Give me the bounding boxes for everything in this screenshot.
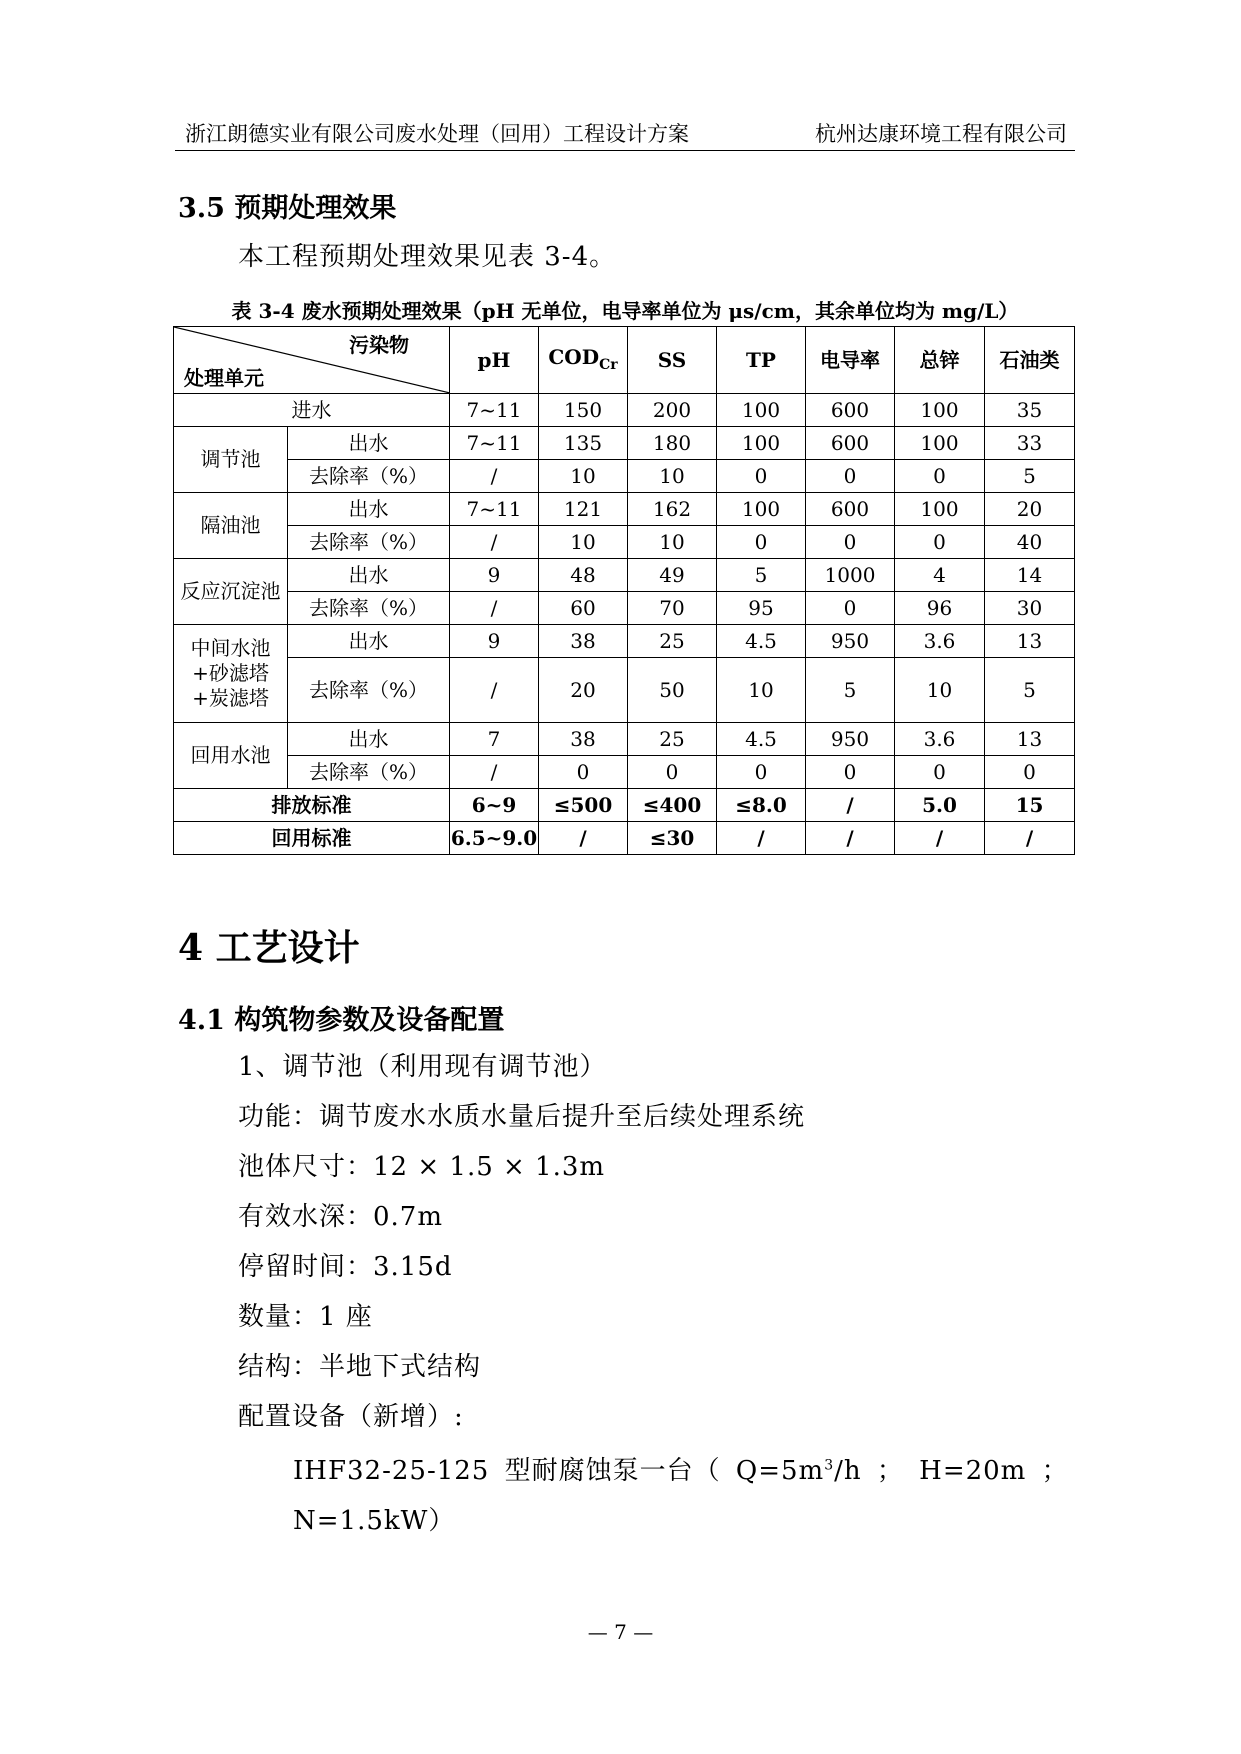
table-cell: 7 — [450, 723, 539, 756]
row-label: 去除率（%） — [288, 526, 450, 559]
table-cell: 121 — [539, 493, 628, 526]
row-label: 去除率（%） — [288, 460, 450, 493]
table-cell: 5 — [985, 658, 1075, 723]
row-label: 进水 — [174, 394, 450, 427]
table-row-inflow — [174, 394, 1075, 427]
table-cell: 150 — [539, 394, 628, 427]
table-cell: 0 — [717, 460, 806, 493]
unit-cell: 隔油池 — [174, 493, 288, 559]
table-row — [174, 756, 1075, 789]
section-3-5-title: 3.5 预期处理效果 — [178, 193, 397, 224]
col-header-ph: pH — [450, 327, 539, 394]
table-cell: 10 — [628, 526, 717, 559]
row-label: 出水 — [288, 723, 450, 756]
page-number: — 7 — — [587, 1620, 654, 1644]
table-cell: 100 — [717, 493, 806, 526]
table-cell: 100 — [717, 394, 806, 427]
table-cell: / — [450, 526, 539, 559]
row-label: 去除率（%） — [288, 756, 450, 789]
unit-cell: 回用水池 — [174, 723, 288, 789]
table-cell: 96 — [895, 592, 985, 625]
table-cell: / — [806, 789, 895, 822]
table-cell: 49 — [628, 559, 717, 592]
item-1-heading: 1、调节池（利用现有调节池） — [238, 1052, 607, 1082]
table-cell: 3.6 — [895, 723, 985, 756]
table-row — [174, 625, 1075, 658]
table-cell: 100 — [717, 427, 806, 460]
table-cell: 1000 — [806, 559, 895, 592]
table-cell: 35 — [985, 394, 1075, 427]
table-cell: 38 — [539, 625, 628, 658]
table-cell: 5 — [985, 460, 1075, 493]
table-row — [174, 427, 1075, 460]
table-cell: 0 — [806, 526, 895, 559]
table-cell: 50 — [628, 658, 717, 723]
table-cell: 0 — [539, 756, 628, 789]
table-cell: / — [450, 592, 539, 625]
table-cell: ≤30 — [628, 822, 717, 855]
col-header-ss: SS — [628, 327, 717, 394]
table-cell: 60 — [539, 592, 628, 625]
unit-cell: 反应沉淀池 — [174, 559, 288, 625]
table-cell: 0 — [806, 756, 895, 789]
table-row — [174, 526, 1075, 559]
col-header-tp: TP — [717, 327, 806, 394]
page-header — [175, 116, 1075, 151]
table-cell: 6.5~9.0 — [450, 822, 539, 855]
table-cell: 20 — [539, 658, 628, 723]
table-cell: 10 — [539, 460, 628, 493]
table-cell: 7~11 — [450, 394, 539, 427]
table-cell: / — [717, 822, 806, 855]
table-cell: 100 — [895, 394, 985, 427]
unit-cell: 调节池 — [174, 427, 288, 493]
row-label: 回用标准 — [174, 822, 450, 855]
table-cell: 100 — [895, 427, 985, 460]
table-cell: 95 — [717, 592, 806, 625]
table-cell: 25 — [628, 723, 717, 756]
table-cell: 20 — [985, 493, 1075, 526]
table-row — [174, 493, 1075, 526]
table-row-reuse-standard — [174, 822, 1075, 855]
table-cell: 0 — [717, 526, 806, 559]
unit-cell: 中间水池+砂滤塔+炭滤塔 — [174, 625, 288, 723]
table-cell: 9 — [450, 625, 539, 658]
table-cell: 200 — [628, 394, 717, 427]
table-cell: 10 — [717, 658, 806, 723]
retention-line: 停留时间：3.15d — [238, 1252, 453, 1282]
table-cell: 15 — [985, 789, 1075, 822]
size-line: 池体尺寸：12 × 1.5 × 1.3m — [238, 1152, 606, 1182]
table-cell: 600 — [806, 427, 895, 460]
table-cell: 180 — [628, 427, 717, 460]
section-3-5-intro: 本工程预期处理效果见表 3-4。 — [238, 242, 617, 272]
table-cell: 7~11 — [450, 493, 539, 526]
table-row — [174, 460, 1075, 493]
row-label: 出水 — [288, 625, 450, 658]
chapter-4-title: 4 工艺设计 — [178, 927, 360, 969]
table-cell: 10 — [895, 658, 985, 723]
table-cell: ≤400 — [628, 789, 717, 822]
table-cell: 0 — [985, 756, 1075, 789]
table-cell: 13 — [985, 723, 1075, 756]
table-cell: ≤8.0 — [717, 789, 806, 822]
table-cell: 40 — [985, 526, 1075, 559]
table-cell: 5.0 — [895, 789, 985, 822]
table-cell: ≤500 — [539, 789, 628, 822]
depth-line: 有效水深：0.7m — [238, 1202, 444, 1232]
table-row — [174, 592, 1075, 625]
col-header-zinc: 总锌 — [895, 327, 985, 394]
table-cell: 14 — [985, 559, 1075, 592]
corner-cell — [174, 327, 450, 394]
col-header-cod: $COD_{Cr}$ — [539, 327, 628, 394]
row-label: 出水 — [288, 427, 450, 460]
table-cell: / — [539, 822, 628, 855]
table-cell: 950 — [806, 723, 895, 756]
row-label: 去除率（%） — [288, 658, 450, 723]
table-cell: 0 — [895, 460, 985, 493]
header-right-company: 杭州达康环境工程有限公司 — [815, 122, 1067, 146]
pump-line-1: IHF32-25-125 型耐腐蚀泵一台（ $Q=5m^3/h$ ； H=20m ； — [293, 1456, 1069, 1486]
table-cell: 13 — [985, 625, 1075, 658]
table-cell: 5 — [806, 658, 895, 723]
table-cell: 10 — [628, 460, 717, 493]
table-cell: 135 — [539, 427, 628, 460]
table-cell: / — [450, 658, 539, 723]
function-line: 功能：调节废水水质水量后提升至后续处理系统 — [238, 1102, 806, 1132]
table-cell: 0 — [806, 592, 895, 625]
table-cell: 6~9 — [450, 789, 539, 822]
table-cell: 0 — [717, 756, 806, 789]
structure-line: 结构：半地下式结构 — [238, 1352, 482, 1382]
corner-unit-label: 处理单元 — [184, 366, 264, 390]
table-cell: 0 — [895, 756, 985, 789]
table-cell: 33 — [985, 427, 1075, 460]
table-row — [174, 723, 1075, 756]
table-caption: 表 3-4 废水预期处理效果（pH 无单位，电导率单位为 μs/cm，其余单位均为 mg/L） — [231, 299, 1019, 323]
equipment-title: 配置设备（新增）: — [238, 1402, 464, 1432]
header-left-title: 浙江朗德实业有限公司废水处理（回用）工程设计方案 — [185, 122, 689, 146]
table-cell: 4 — [895, 559, 985, 592]
table-cell: 48 — [539, 559, 628, 592]
table-cell: / — [450, 460, 539, 493]
table-cell: 9 — [450, 559, 539, 592]
table-cell: 7~11 — [450, 427, 539, 460]
table-cell: 600 — [806, 394, 895, 427]
table-cell: / — [895, 822, 985, 855]
table-cell: 0 — [628, 756, 717, 789]
table-cell: 0 — [895, 526, 985, 559]
table-cell: 25 — [628, 625, 717, 658]
table-cell: 162 — [628, 493, 717, 526]
table-cell: / — [806, 822, 895, 855]
quantity-line: 数量：1 座 — [238, 1302, 373, 1332]
table-cell: 100 — [895, 493, 985, 526]
table-cell: / — [450, 756, 539, 789]
row-label: 出水 — [288, 559, 450, 592]
table-cell: / — [985, 822, 1075, 855]
table-cell: 4.5 — [717, 625, 806, 658]
pump-line-2: N=1.5kW） — [293, 1506, 456, 1536]
section-4-1-title: 4.1 构筑物参数及设备配置 — [178, 1005, 505, 1036]
table-cell: 10 — [539, 526, 628, 559]
table-row — [174, 559, 1075, 592]
corner-pollutant-label: 污染物 — [349, 333, 409, 357]
row-label: 去除率（%） — [288, 592, 450, 625]
table-row — [174, 658, 1075, 723]
table-cell: 5 — [717, 559, 806, 592]
table-cell: 4.5 — [717, 723, 806, 756]
table-cell: 70 — [628, 592, 717, 625]
treatment-effect-table — [173, 326, 1075, 855]
col-header-conductivity: 电导率 — [806, 327, 895, 394]
table-cell: 30 — [985, 592, 1075, 625]
row-label: 排放标准 — [174, 789, 450, 822]
table-cell: 0 — [806, 460, 895, 493]
col-header-oil: 石油类 — [985, 327, 1075, 394]
row-label: 出水 — [288, 493, 450, 526]
table-cell: 950 — [806, 625, 895, 658]
table-cell: 38 — [539, 723, 628, 756]
table-cell: 3.6 — [895, 625, 985, 658]
table-row-discharge-standard — [174, 789, 1075, 822]
table-cell: 600 — [806, 493, 895, 526]
